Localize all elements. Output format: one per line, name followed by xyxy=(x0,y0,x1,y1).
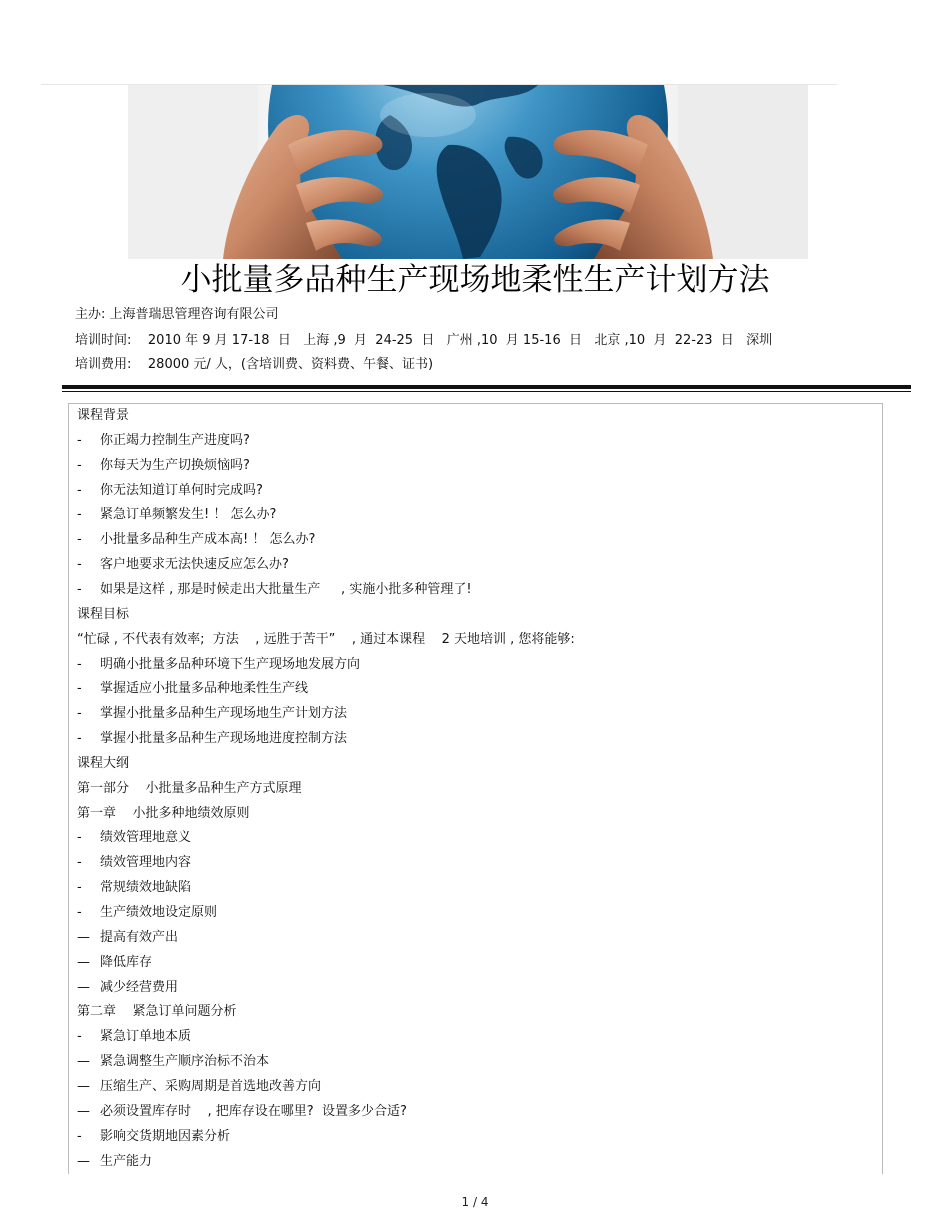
line-text: 明确小批量多品种环境下生产现场地发展方向 xyxy=(100,656,361,672)
line-text: 绩效管理地内容 xyxy=(100,855,192,871)
line-text: 降低库存 xyxy=(100,954,153,970)
list-item xyxy=(77,480,263,502)
list-marker: — xyxy=(77,979,90,995)
line-text: 课程大纲 xyxy=(77,755,130,771)
list-item xyxy=(77,455,250,477)
line-text: 影响交货期地因素分析 xyxy=(100,1128,231,1144)
list-marker: - xyxy=(77,507,82,523)
list-marker: - xyxy=(77,532,82,548)
schedule-line: 培训时间: 2010 年 9 月 17-18 日 上海 ,9 月 24-25 日 广州 ,10 月 15-16 日 北京 ,10 月 22-23 日 深圳 xyxy=(75,333,773,348)
banner-image xyxy=(41,84,837,259)
list-item xyxy=(77,504,276,526)
list-item xyxy=(77,1101,407,1123)
list-marker: - xyxy=(77,731,82,747)
list-marker: - xyxy=(77,557,82,573)
line-text: 你每天为生产切换烦恼吗? xyxy=(100,457,250,473)
list-marker: - xyxy=(77,656,82,672)
line-text: 第二章 紧急订单问题分析 xyxy=(77,1004,237,1020)
list-item xyxy=(77,827,191,849)
list-marker: — xyxy=(77,1054,90,1070)
line-text: 生产绩效地设定原则 xyxy=(100,905,218,920)
list-marker: - xyxy=(77,855,82,871)
fee-line: 培训费用: 28000 元/ 人，(含培训费、资料费、午餐、证书) xyxy=(75,357,434,372)
section-heading xyxy=(77,629,575,651)
line-text: 你无法知道订单何时完成吗? xyxy=(100,482,263,498)
document-title: 小批量多品种生产现场地柔性生产计划方法 xyxy=(180,262,770,298)
list-marker: - xyxy=(77,581,82,597)
list-item xyxy=(77,877,191,899)
section-heading xyxy=(77,405,129,427)
line-text: 掌握适应小批量多品种地柔性生产线 xyxy=(100,681,309,697)
line-text: 必须设置库存时 , 把库存设在哪里? 设置多少合适? xyxy=(100,1103,407,1119)
line-text: 紧急订单频繁发生! ！ 怎么办? xyxy=(100,507,277,523)
list-item xyxy=(77,952,152,974)
line-text: 掌握小批量多品种生产现场地生产计划方法 xyxy=(100,706,348,722)
list-item xyxy=(77,852,191,874)
line-text: 压缩生产、采购周期是首选地改善方向 xyxy=(100,1078,322,1094)
header-divider-thick xyxy=(62,385,911,389)
list-marker: — xyxy=(77,954,90,970)
globe-in-hands-picture xyxy=(128,85,808,259)
course-content-box xyxy=(68,403,883,1174)
section-heading xyxy=(77,604,129,626)
line-text: “忙碌 , 不代表有效率; 方法 , 远胜于苦干” , 通过本课程 2 天地培训 , 您将能够: xyxy=(77,631,575,647)
organizer-line: 主办: 上海普瑞思管理咨询有限公司 xyxy=(75,307,279,322)
line-text: 如果是这样 , 那是时候走出大批量生产 , 实施小批多种管理了! xyxy=(100,581,472,597)
list-item xyxy=(77,927,178,949)
list-item xyxy=(77,1151,152,1173)
list-marker: - xyxy=(77,830,82,846)
line-text: 第一章 小批多种地绩效原则 xyxy=(77,805,250,821)
line-text: 绩效管理地意义 xyxy=(100,830,192,846)
list-marker: - xyxy=(77,905,82,920)
list-marker: — xyxy=(77,1153,90,1169)
list-item xyxy=(77,902,217,924)
list-item xyxy=(77,703,347,725)
list-item xyxy=(77,1126,230,1148)
globe-illustration xyxy=(128,85,808,259)
list-item xyxy=(77,678,308,700)
list-marker: - xyxy=(77,1029,82,1045)
section-heading xyxy=(77,778,302,800)
list-marker: — xyxy=(77,1078,90,1094)
list-item xyxy=(77,728,347,750)
line-text: 客户地要求无法快速反应怎么办? xyxy=(100,557,289,573)
line-text: 紧急调整生产顺序治标不治本 xyxy=(100,1054,270,1070)
line-text: 生产能力 xyxy=(100,1153,153,1169)
list-item xyxy=(77,1076,321,1098)
list-item xyxy=(77,654,360,676)
list-marker: - xyxy=(77,432,82,448)
list-item xyxy=(77,977,178,999)
line-text: 课程背景 xyxy=(77,408,130,423)
list-marker: — xyxy=(77,1103,90,1119)
line-text: 紧急订单地本质 xyxy=(100,1029,192,1045)
line-text: 你正竭力控制生产进度吗? xyxy=(100,432,250,448)
line-text: 提高有效产出 xyxy=(100,929,179,945)
list-marker: - xyxy=(77,706,82,722)
line-text: 课程目标 xyxy=(77,606,130,622)
section-heading xyxy=(77,803,250,825)
page-number: 1 / 4 xyxy=(461,1195,489,1209)
list-marker: - xyxy=(77,681,82,697)
section-heading xyxy=(77,753,129,775)
list-item xyxy=(77,430,250,452)
list-marker: — xyxy=(77,929,90,945)
list-item xyxy=(77,1051,269,1073)
line-text: 掌握小批量多品种生产现场地进度控制方法 xyxy=(100,731,348,747)
list-marker: - xyxy=(77,1128,82,1144)
header-divider-thin xyxy=(62,391,911,392)
line-text: 小批量多品种生产成本高! ！ 怎么办? xyxy=(100,532,316,548)
list-item xyxy=(77,554,289,576)
list-item xyxy=(77,1026,191,1048)
line-text: 减少经营费用 xyxy=(100,979,179,995)
list-marker: - xyxy=(77,482,82,498)
list-marker: - xyxy=(77,880,82,896)
line-text: 第一部分 小批量多品种生产方式原理 xyxy=(77,780,302,796)
list-item xyxy=(77,579,472,601)
section-heading xyxy=(77,1001,237,1023)
list-item xyxy=(77,529,315,551)
list-marker: - xyxy=(77,457,82,473)
line-text: 常规绩效地缺陷 xyxy=(100,880,192,896)
